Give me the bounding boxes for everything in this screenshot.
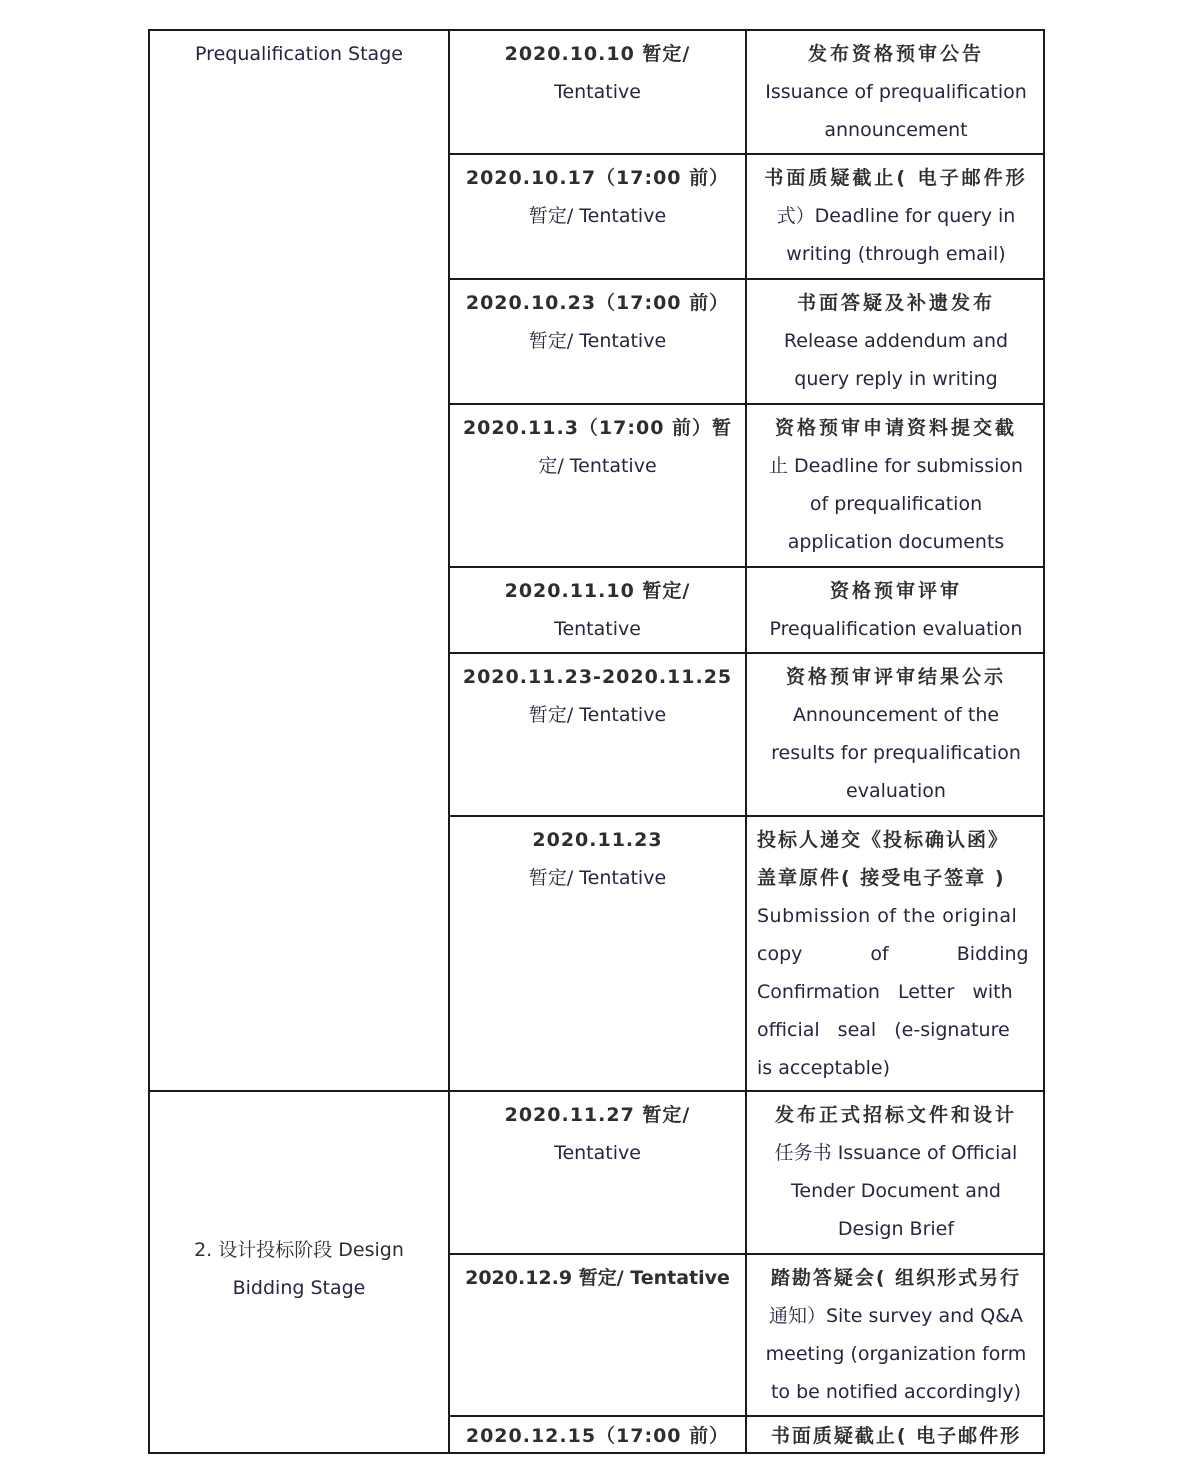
description-zh: 资格预审申请资料提交截 [774,417,1017,439]
description-en: announcement [824,119,968,141]
description-en: 任务书 Issuance of Official [774,1142,1018,1164]
description-en: results for prequalification [771,742,1021,764]
description-cell [745,815,1045,1092]
description-en: Submission of the original [757,905,1018,927]
description-cell [745,278,1045,405]
date-text: 2020.11.23 [532,829,663,851]
date-cell [448,29,747,155]
description-en: Prequalification evaluation [769,618,1023,640]
date-text: 2020.10.10 暂定/ [504,43,691,65]
description-en: is acceptable) [757,1057,891,1079]
date-text: 暂定/ Tentative [528,867,667,889]
date-text: 定/ Tentative [538,455,657,477]
date-cell [448,1090,747,1255]
description-en: Design Brief [837,1218,955,1240]
description-zh: 书面质疑截止( 电子邮件形 [764,167,1028,189]
date-text: 2020.11.3（17:00 前）暂 [462,417,733,439]
description-zh: 资格预审评审 [829,580,962,602]
description-cell [745,652,1045,817]
description-en: meeting (organization form [765,1343,1027,1365]
date-text: Tentative [554,81,641,103]
description-cell [745,1415,1045,1454]
date-text: 2020.10.23（17:00 前） [465,292,730,314]
date-text: 2020.10.17（17:00 前） [465,167,730,189]
date-text: 暂定/ Tentative [528,205,667,227]
description-cell [745,1090,1045,1255]
date-cell [448,815,747,1092]
date-text: 2020.12.15（17:00 前） [465,1425,730,1447]
date-cell [448,566,747,654]
description-cell [745,403,1045,568]
description-en: to be notified accordingly) [770,1381,1022,1403]
description-zh: 资格预审评审结果公示 [785,666,1006,688]
description-cell [745,29,1045,155]
description-en: 通知）Site survey and Q&A [768,1305,1024,1327]
description-en: copy of Bidding [757,943,1029,965]
description-en: evaluation [846,780,946,802]
stage-label: Bidding Stage [232,1277,366,1299]
date-text: 2020.12.9 暂定/ Tentative [465,1267,730,1289]
date-text: 2020.11.23-2020.11.25 [462,666,733,688]
description-zh: 发布正式招标文件和设计 [774,1104,1017,1126]
description-zh: 书面质疑截止( 电子邮件形 [770,1425,1022,1447]
description-zh: 踏勘答疑会( 组织形式另行 [770,1267,1022,1289]
description-en: Issuance of prequalification [765,81,1027,103]
description-en: query reply in writing [794,368,998,390]
stage-label: Prequalification Stage [195,43,403,65]
description-en: writing (through email) [786,243,1006,265]
description-cell [745,153,1045,280]
description-en: application documents [787,531,1005,553]
description-zh: 发布资格预审公告 [807,43,984,65]
date-text: Tentative [554,618,641,640]
description-en: of prequalification [809,493,983,515]
stage-cell-design-bidding [148,1090,450,1454]
description-en: 式）Deadline for query in [776,205,1016,227]
date-text: 2020.11.27 暂定/ [504,1104,691,1126]
description-en: Tender Document and [791,1180,1001,1202]
description-en: Confirmation Letter with [757,981,1013,1003]
description-en: Release addendum and [783,330,1009,352]
date-cell [448,153,747,280]
date-cell [448,403,747,568]
date-text: 2020.11.10 暂定/ [504,580,691,602]
description-en: Announcement of the [792,704,1000,726]
date-cell [448,652,747,817]
date-text: 暂定/ Tentative [528,704,667,726]
stage-label: 2. 设计投标阶段 Design [194,1239,404,1261]
description-zh: 盖章原件( 接受电子签章 ) [757,867,1006,889]
description-en: 止 Deadline for submission [768,455,1024,477]
description-cell [745,1253,1045,1417]
date-text: Tentative [554,1142,641,1164]
description-zh: 书面答疑及补遗发布 [796,292,995,314]
date-cell [448,1415,747,1454]
date-text: 暂定/ Tentative [528,330,667,352]
stage-cell-prequalification [148,29,450,1092]
description-en: official seal (e-signature [757,1019,1010,1041]
date-cell [448,1253,747,1417]
description-zh: 投标人递交《投标确认函》 [757,829,1010,851]
description-cell [745,566,1045,654]
date-cell [448,278,747,405]
